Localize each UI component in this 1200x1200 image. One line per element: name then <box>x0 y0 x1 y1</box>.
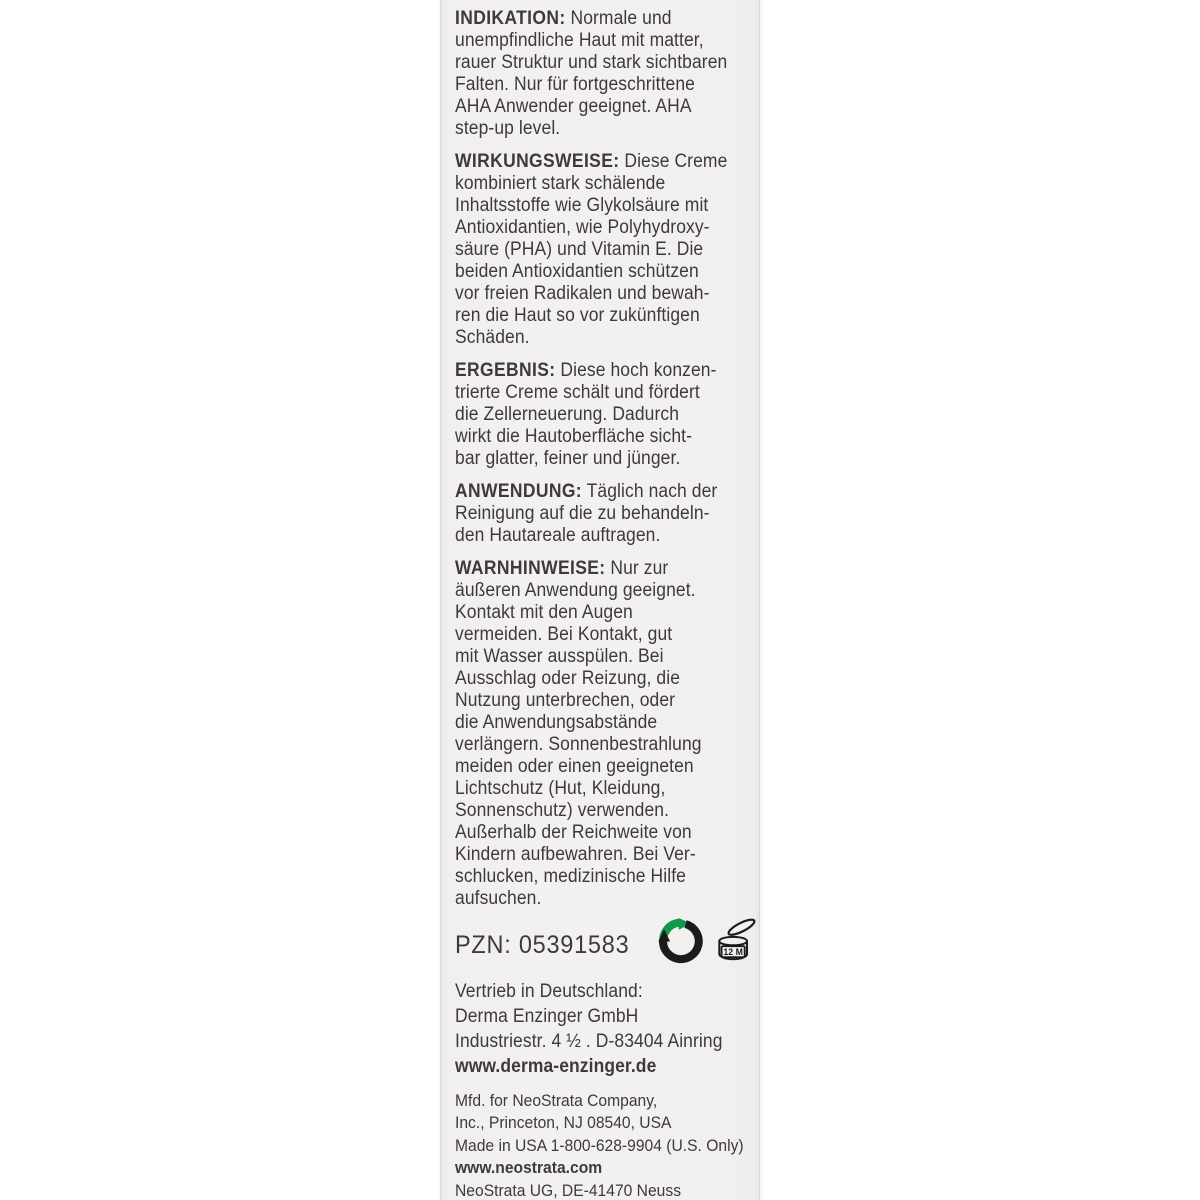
text-line: Falten. Nur für fortgeschrittene <box>455 74 696 95</box>
section-heading: INDIKATION: <box>455 8 566 29</box>
text-line: verlängern. Sonnenbestrahlung <box>455 734 702 755</box>
text-line: AHA Anwender geeignet. AHA <box>455 96 692 117</box>
text-line: Nutzung unterbrechen, oder <box>455 690 676 711</box>
label-section <box>455 151 759 349</box>
text-line: Inhaltsstoffe wie Glykolsäure mit <box>455 195 709 216</box>
text-line: Reinigung auf die zu behandeln- <box>455 503 710 524</box>
text-line: unempfindliche Haut mit matter, <box>455 30 704 51</box>
text-line: mit Wasser ausspülen. Bei <box>455 646 664 667</box>
green-dot-recycling-icon <box>657 917 704 964</box>
text-line: bar glatter, feiner und jünger. <box>455 448 681 469</box>
text-line: trierte Creme schält und fördert <box>455 382 700 403</box>
text-line: Sonnenschutz) verwenden. <box>455 800 670 821</box>
text-line: aufsuchen. <box>455 888 542 909</box>
text-line: Derma Enzinger GmbH <box>455 1006 639 1027</box>
text-line: ERGEBNIS: Diese hoch konzen- <box>455 360 717 381</box>
label-section <box>455 558 759 910</box>
text-line: www.derma-enzinger.de <box>455 1056 657 1077</box>
text-line: meiden oder einen geeigneten <box>455 756 694 777</box>
pao-duration-text: 12 M <box>723 946 743 957</box>
text-line: rauer Struktur und stark sichtbaren <box>455 52 728 73</box>
text-line: www.neostrata.com <box>455 1158 603 1178</box>
text-line: NeoStrata UG, DE-41470 Neuss <box>455 1180 759 1200</box>
package-back-panel <box>440 0 760 1200</box>
text-line: vermeiden. Bei Kontakt, gut <box>455 624 673 645</box>
text-line: Vertrieb in Deutschland: <box>455 981 643 1002</box>
manufacturer-block <box>455 1090 759 1200</box>
label-sections <box>455 8 759 910</box>
symbol-strip <box>657 917 759 967</box>
section-heading: ERGEBNIS: <box>455 360 556 381</box>
text-line: Kindern aufbewahren. Bei Ver- <box>455 844 696 865</box>
text-line: wirkt die Hautoberfläche sicht- <box>455 426 693 447</box>
pzn-row <box>455 921 759 969</box>
text-line: schlucken, medizinische Hilfe <box>455 866 686 887</box>
distribution-block <box>455 979 759 1079</box>
text-line: ren die Haut so vor zukünftigen <box>455 305 700 326</box>
label-content <box>455 8 759 1200</box>
label-section <box>455 8 759 140</box>
text-line: Ausschlag oder Reizung, die <box>455 668 681 689</box>
text-line: WIRKUNGSWEISE: Diese Creme <box>455 151 728 172</box>
text-line: die Zellerneuerung. Dadurch <box>455 404 680 425</box>
label-section <box>455 360 759 470</box>
text-line: step-up level. <box>455 118 561 139</box>
text-line: WARNHINWEISE: Nur zur <box>455 558 669 579</box>
text-line: Kontakt mit den Augen <box>455 602 633 623</box>
text-line: ANWENDUNG: Täglich nach der <box>455 481 718 502</box>
text-line: Lichtschutz (Hut, Kleidung, <box>455 778 666 799</box>
text-line: Außerhalb der Reichweite von <box>455 822 692 843</box>
text-line: Schäden. <box>455 327 530 348</box>
text-line: Made in USA 1-800-628-9904 (U.S. Only) <box>455 1135 744 1155</box>
text-line: äußeren Anwendung geeignet. <box>455 580 696 601</box>
label-section <box>455 481 759 547</box>
text-line: die Anwendungsabstände <box>455 712 658 733</box>
pzn-number: PZN: 05391583 <box>455 931 630 959</box>
text-line: Inc., Princeton, NJ 08540, USA <box>455 1113 672 1133</box>
text-line: Mfd. for NeoStrata Company, <box>455 1091 658 1110</box>
period-after-opening-icon <box>711 917 759 967</box>
text-line: kombiniert stark schälende <box>455 173 666 194</box>
text-line: den Hautareale auftragen. <box>455 525 661 546</box>
text-line: vor freien Radikalen und bewah- <box>455 283 710 304</box>
text-line: Industriestr. 4 ½ . D-83404 Ainring <box>455 1031 723 1052</box>
text-line: beiden Antioxidantien schützen <box>455 261 699 282</box>
text-line: INDIKATION: Normale und <box>455 8 672 29</box>
text-line: Antioxidantien, wie Polyhydroxy- <box>455 217 710 238</box>
section-heading: ANWENDUNG: <box>455 481 583 502</box>
text-line: säure (PHA) und Vitamin E. Die <box>455 239 704 260</box>
section-heading: WIRKUNGSWEISE: <box>455 151 620 172</box>
section-heading: WARNHINWEISE: <box>455 558 606 579</box>
